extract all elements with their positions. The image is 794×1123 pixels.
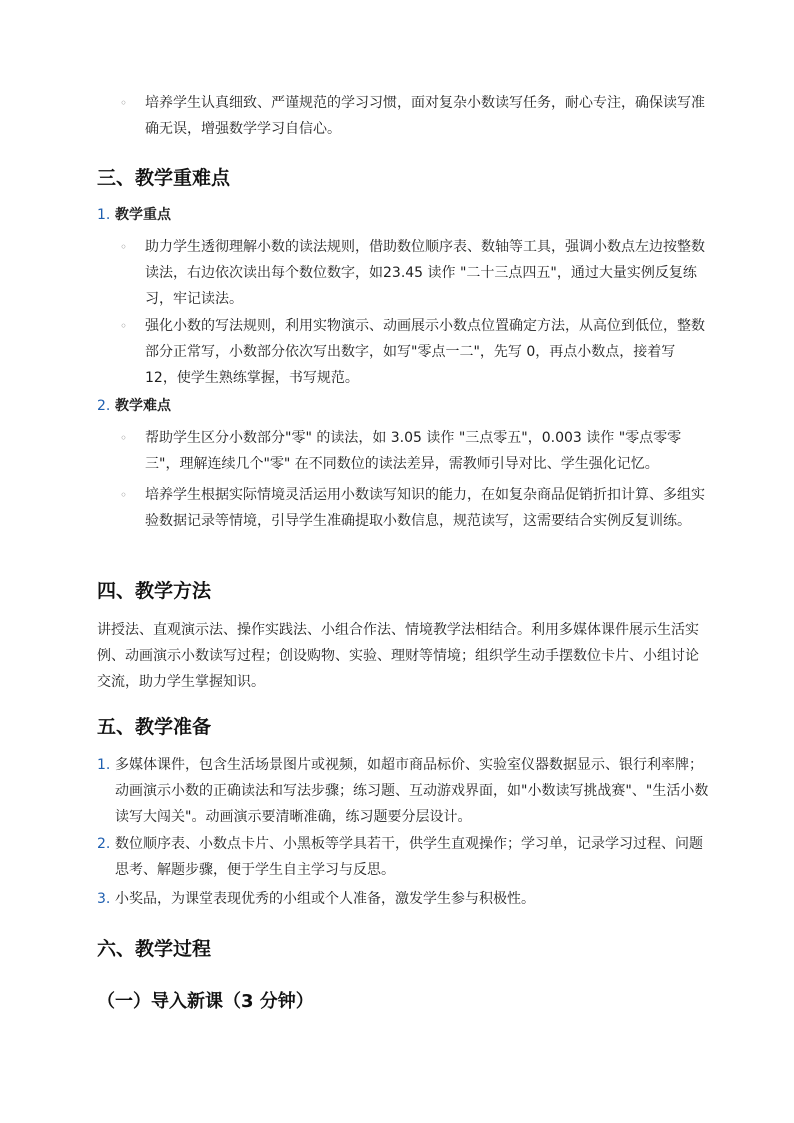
item-text: 多媒体课件，包含生活场景图片或视频，如超市商品标价、实验室仪器数据显示、银行利率牌；动画演示小数的正确读法和写法步骤；练习题、互动游戏界面，如"小数读写挑战赛"、"生活小数读写大闯关"。动画演示要清晰准确，练习题要分层设计。 <box>115 757 709 825</box>
numbered-item <box>97 831 710 883</box>
item-number: 1. <box>97 207 111 223</box>
item-text: 数位顺序表、小数点卡片、小黑板等学具若干，供学生直观操作；学习单，记录学习过程、问题思考、解题步骤，便于学生自主学习与反思。 <box>115 836 703 878</box>
item-number: 2. <box>97 398 111 414</box>
bullet-text: 助力学生透彻理解小数的读法规则，借助数位顺序表、数轴等工具，强调小数点左边按整数读法，右边依次读出每个数位数字，如23.45 读作 "二十三点四五"，通过大量实例反复练习，牢记读法。 <box>145 239 705 307</box>
section-heading-5: 五、教学准备 <box>97 716 212 738</box>
item-number: 3. <box>97 891 111 907</box>
item-text: 小奖品，为课堂表现优秀的小组或个人准备，激发学生参与积极性。 <box>115 891 535 907</box>
bullet-text: 培养学生根据实际情境灵活运用小数读写知识的能力，在如复杂商品促销折扣计算、多组实验数据记录等情境，引导学生准确提取小数信息，规范读写，这需要结合实例反复训练。 <box>145 487 705 529</box>
bullet-text: 培养学生认真细致、严谨规范的学习习惯，面对复杂小数读写任务，耐心专注，确保读写准确无误，增强数学学习自信心。 <box>145 95 705 137</box>
bullet-icon: ◦ <box>120 96 128 110</box>
item-label: 教学难点 <box>115 398 171 414</box>
bullet-icon: ◦ <box>120 431 128 445</box>
list-item <box>120 313 710 391</box>
bullet-text: 帮助学生区分小数部分"零" 的读法，如 3.05 读作 "三点零五"，0.003 读作 "零点零零三"，理解连续几个"零" 在不同数位的读法差异，需教师引导对比、学生强化记忆。 <box>145 430 682 472</box>
list-item <box>120 90 710 142</box>
list-item <box>120 425 710 477</box>
bullet-text: 强化小数的写法规则，利用实物演示、动画展示小数点位置确定方法，从高位到低位，整数部分正常写，小数部分依次写出数字，如写"零点一二"，先写 0，再点小数点，接着写 12，使学生熟练掌握，书写规范。 <box>145 318 705 386</box>
bullet-icon: ◦ <box>120 319 128 333</box>
paragraph: 讲授法、直观演示法、操作实践法、小组合作法、情境教学法相结合。利用多媒体课件展示生活实例、动画演示小数读写过程；创设购物、实验、理财等情境；组织学生动手摆数位卡片、小组讨论交流，助力学生掌握知识。 <box>97 622 699 690</box>
subsection-heading: （一）导入新课（3 分钟） <box>97 991 314 1012</box>
bullet-icon: ◦ <box>120 488 128 502</box>
list-item <box>120 482 710 560</box>
item-number: 2. <box>97 836 111 852</box>
item-label: 教学重点 <box>115 207 171 223</box>
item-number: 1. <box>97 757 111 773</box>
numbered-item <box>97 752 710 830</box>
section-heading-4: 四、教学方法 <box>97 580 212 602</box>
section-heading-6: 六、教学过程 <box>97 938 212 960</box>
section-heading-3: 三、教学重难点 <box>97 167 231 189</box>
bullet-icon: ◦ <box>120 240 128 254</box>
list-item <box>120 234 710 312</box>
